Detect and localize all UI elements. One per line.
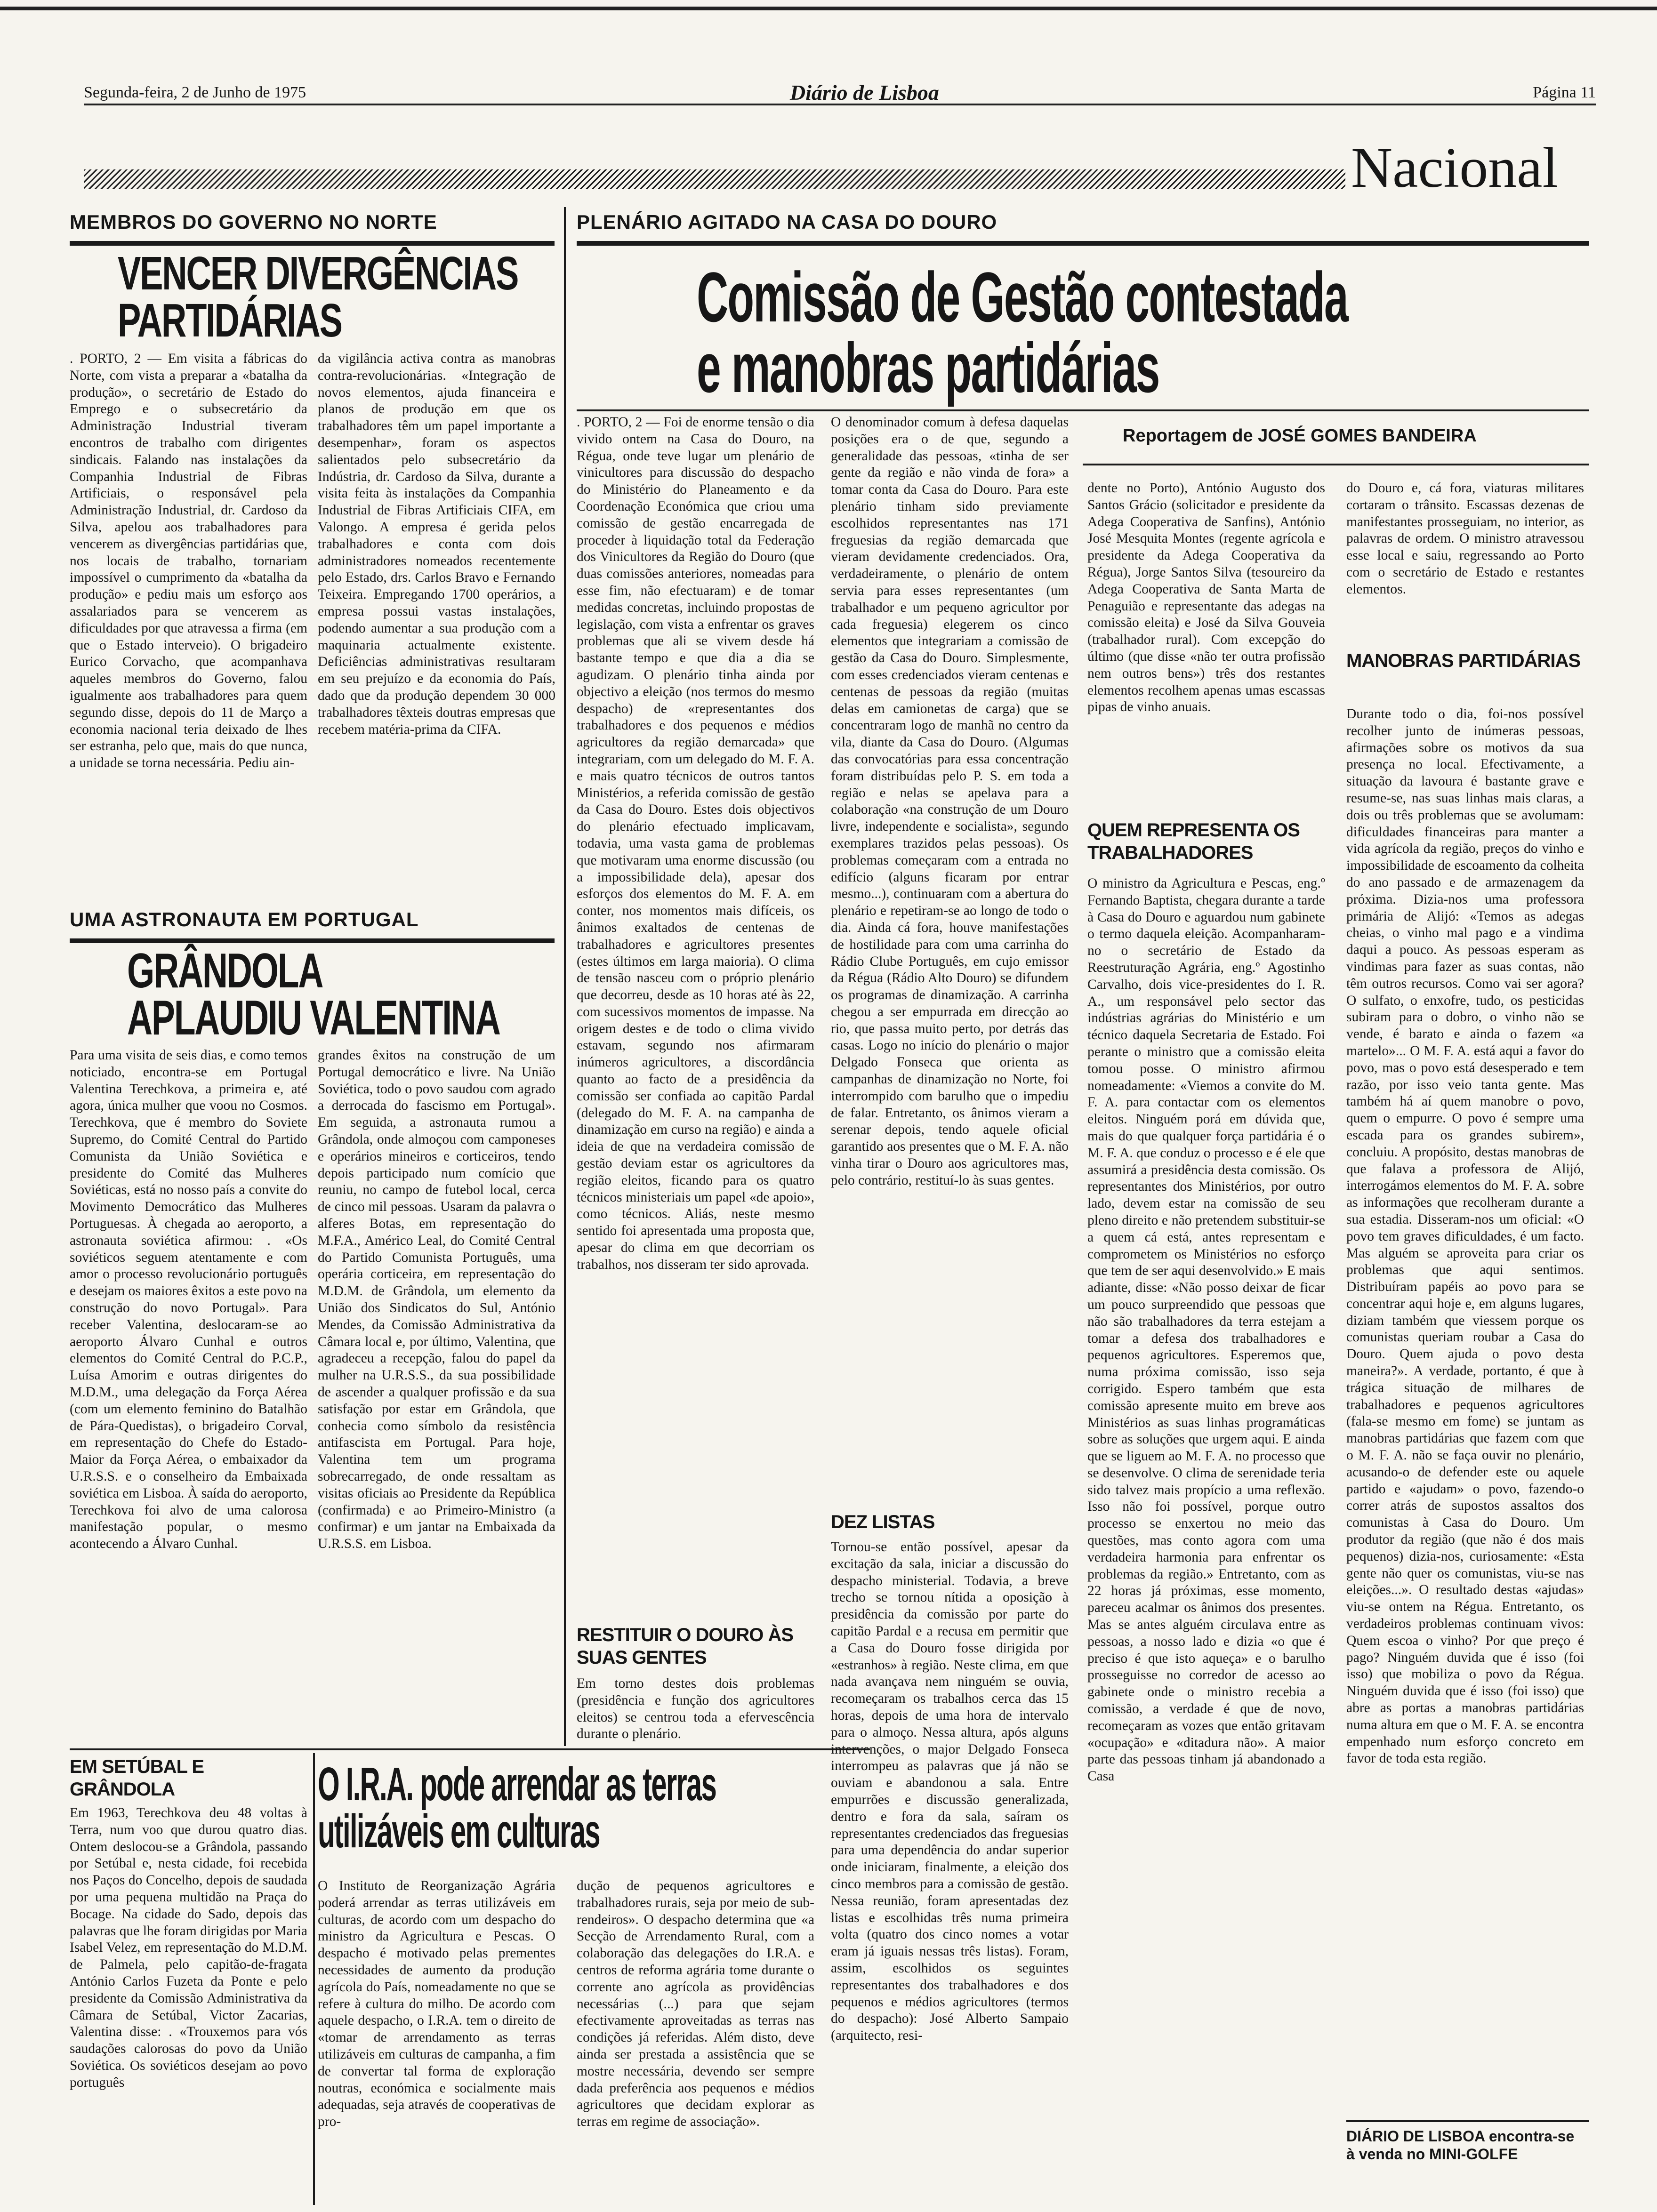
- article3-headline-block: [318, 1760, 817, 1868]
- article4-column-2: [831, 414, 1069, 1506]
- article3-column-2: [577, 1878, 814, 2203]
- article1-headline-line2: PARTIDÁRIAS: [118, 294, 342, 347]
- article1-kicker-rule: [70, 241, 555, 246]
- article2-column-3: [70, 1805, 307, 2200]
- article2-text-3: Em 1963, Terechkova deu 48 voltas à Terra, num voo que durou quatro dias. Ontem deslocou-se a Grândola, passando por Setúbal e, nesta cidade, foi recebida nos Paços do Concelho, depois de saudada por uma pequena multidão na Praça do Bocage. Na cidade do Sado, depois das palavras que lhe foram dirigidas por Maria Isabel Velez, em representação do M.D.M. de Palmela, pelo capitão-de-fragata António Carlos Fuzeta da Ponte e pelo presidente da Comissão Administrativa da Câmara de Setúbal, Victor Zacarias, Valentina disse: . «Trouxemos para vós saudações calorosas do povo da União Soviética. Os soviéticos desejam ao povo português: [70, 1805, 307, 2090]
- article4-kicker-rule: [577, 241, 1589, 246]
- article4-text-2b: Tornou-se então possível, apesar da excitação da sala, iniciar a discussão do despacho ministerial. Todavia, a breve trecho se tornou nítida a oposição à presidência da comissão por parte do capitão Pardal e a recusa em permitir que a Casa do Douro fosse dirigida por «estranhos» à região. Neste clima, em que nada avançava nem ninguém se ouvia, recomeçaram os trabalhos cerca das 15 horas, depois de uma hora de intervalo para o almoço. Nessa altura, após alguns intervenções, o major Delgado Fonseca interrompeu as palavras que já não se ouviam e abandonou a sala. Entre empurrões e discussão generalizada, dentro e fora da sala, saíram os representantes credenciados das freguesias para uma dependência do andar superior onde iniciaram, finalmente, a eleição dos cinco membros para a comissão de gestão. Nessa reunião, foram apresentadas dez listas e escolhidas três numa primeira volta (quatro dos cinco nomes a votar eram já iguais nessas três listas). Foram, assim, escolhidos os seguintes representantes dos trabalhadores e dos pequenos e médios agricultores (termos do despacho): José Alberto Sampaio (arquitecto, resi-: [831, 1539, 1069, 2044]
- divider-bottom-left: [70, 1748, 870, 1750]
- article3-headline-line1: O I.R.A. pode arrendar as terras: [318, 1758, 716, 1811]
- article4-headline-line2: e manobras partidárias: [697, 328, 1159, 407]
- article4-column-3: [1087, 480, 1325, 800]
- article4-text-1: . PORTO, 2 — Foi de enorme tensão o dia vivido ontem na Casa do Douro, na Régua, onde teve lugar um plenário de vinicultores para discussão do despacho do Ministério do Planeamento e da Coordenação Económica que criou uma comissão de gestão encarregada de proceder à liquidação total da Federação dos Vinicultores da Região do Douro (que duas comissões anteriores, nomeadas para esse fim, não efectuaram) e de tomar medidas concretas, incluindo propostas de legislação, com vista a enfrentar os graves problemas que ali se vivem desde há bastante tempo e que dia a dia se agudizam. O plenário tinha ainda por objectivo a eleição (nos termos do mesmo despacho) de «representantes dos trabalhadores e dos pequenos e médios agricultores da região demarcada» que integrariam, com um delegado do M. F. A. e mais quatro técnicos de outros tantos Ministérios, a referida comissão de gestão da Casa do Douro. Estes dois objectivos do plenário efectuado implicavam, todavia, uma vasta gama de problemas que motivaram uma enorme discussão (ou a impossibilidade dela), apesar dos esforços dos elementos do M. F. A. em conter, nos momentos mais difíceis, os ânimos exaltados de centenas de trabalhadores e agricultores presentes (estes últimos em larga maioria). O clima de tensão nasceu com o próprio plenário que decorreu, desde as 10 horas até às 22, com sucessivos momentos de impasse. Na origem destes e de todo o clima vivido estavam, segundo nos afirmaram inúmeros agricultores, a discordância quanto ao facto de a presidência da comissão ser confiada ao capitão Pardal (delegado do M. F. A. na campanha de dinamização em curso na região) e ainda a ideia de que na verdadeira comissão de gestão deviam estar os agricultores da região eleitos, ficando para os quatro técnicos ministeriais um papel «de apoio», como técnicos. Aliás, neste mesmo sentido foi apresentada uma proposta que, apesar do clima em que decorriam os trabalhos, nos disseram ter sido aprovada.: [577, 415, 814, 1272]
- article4-text-2: O denominador comum à defesa daquelas posições era o de que, segundo a generalidade das pessoas, «tinha de ser gente da região e não vinda de fora» a tomar conta da Casa do Douro. Para este plenário tinham sido previamente escolhidos representantes nas 171 freguesias da região demarcada que vieram devidamente credenciados. Ora, verdadeiramente, o plenário de ontem servia para esses representantes (um trabalhador e um pequeno agricultor por cada freguesia) elegerem os cinco elementos que integrariam a comissão de gestão da Casa do Douro. Simplesmente, com esses credenciados vieram centenas e centenas de pessoas da região (muitas delas em camionetas de carga) que se concentraram logo de manhã no centro da vila, diante da Casa do Douro. (Algumas das convocatórias para essa concentração foram distribuídas pelo P. S. em toda a região e nelas se apelava para a colaboração «na construção de um Douro livre, independente e socialista», segundo exemplares trazidos pelas pessoas). Os problemas começaram com a entrada no edifício (alguns ficaram por entrar mesmo...), continuaram com a abertura do plenário e repetiram-se ao longo de todo o dia. Ainda cá fora, houve manifestações de hostilidade para com uma carrinha do Rádio Clube Português, em cujo emissor da Régua (Rádio Alto Douro) se difundem os programas de dinamização. A carrinha chegou a ser empurrada em direcção ao rio, que passa muito perto, por detrás das casas. Logo no início do plenário o major Delgado Fonseca que orienta as campanhas de dinamização no Norte, foi interrompido com barulho que o impediu de falar. Entretanto, os ânimos vieram a serenar depois, tendo aquele oficial garantido aos presentes que o M. F. A. não vinha tirar o Douro aos agricultores mas, pelo contrário, restituí-lo às suas gentes.: [831, 415, 1069, 1188]
- article4-byline: Reportagem de JOSÉ GOMES BANDEIRA: [1123, 426, 1477, 446]
- article3-column-1: [318, 1878, 555, 2203]
- article3-headline-line2: utilizáveis em culturas: [318, 1805, 600, 1858]
- article2-headline-line2: APLAUDIU VALENTINA: [127, 991, 500, 1045]
- article4-column-4b: [1346, 706, 1584, 2118]
- article4-subhead-dez-listas: DEZ LISTAS: [831, 1512, 935, 1532]
- article4-column-2b: [831, 1539, 1069, 2203]
- newspaper-name: Diário de Lisboa: [790, 80, 939, 104]
- article3-text-2: dução de pequenos agricultores e trabalhadores rurais, seja por meio de sub-rendeiros». O despacho determina que «a Secção de Arrendamento Rural, com a colaboração das delegações do I.R.A. e centros de reforma agrária tome durante o corrente ano agrícola as providências necessárias (...) para que sejam efectivamente aproveitadas as terras nas condições já referidas. Além disto, deve ainda ser prestada a assistência que se mostre necessária, devendo ser sempre dada preferência aos pequenos e médios agricultores que decidam explorar as terras em regime de associação».: [577, 1878, 814, 2130]
- article1-kicker: MEMBROS DO GOVERNO NO NORTE: [70, 211, 437, 233]
- column-divider-bottom: [313, 1753, 315, 2205]
- article4-text-4b: Durante todo o dia, foi-nos possível recolher junto de inúmeras pessoas, afirmações sobre os motivos da sua presença no local. Efectivamente, a situação da lavoura é bastante grave e resume-se, nas suas linhas mais claras, a dois ou três problemas que se avolumam: dificuldades financeiras para manter a vida agrícola da região, preços do vinho e impossibilidade de escoamento da colheita do ano passado e de armazenagem da próxima. Dizia-nos uma professora primária de Alijó: «Temos as adegas cheias, o vinho mal pago e a vindima daqui a pouco. As pessoas esperam as vindimas para fazer as suas contas, não têm outros recursos. Como vai ser agora? O sulfato, o enxofre, tudo, os pesticidas subiram para o dobro, o vinho não se vende, é barato e ainda o fazem «a martelo»... O M. F. A. está aqui a favor do povo, mas o povo está desesperado e tem razão, por isso veio tanta gente. Mas também há aí quem manobre o povo, quem o empurre. O povo é sempre uma escada para os grandes subirem», concluiu. A propósito, destas manobras de que falava a professora de Alijó, interrogámos elementos do M. F. A. sobre as informações que recolheram durante a sua estadia. Disseram-nos um oficial: «O povo tem graves dificuldades, é um facto. Mas alguém se aproveita para criar os problemas que aqui sentimos. Distribuíram papéis ao povo para se concentrar aqui hoje e, em alguns lugares, diziam também que viessem porque os comunistas queriam roubar a Casa do Douro. Quem ajuda o povo desta maneira?». A verdade, portanto, é que à trágica situação de milhares de trabalhadores e pequenos agricultores (fala-se mesmo em fome) se juntam as manobras partidárias que fazem com que o M. F. A. não se faça ouvir no plenário, acusando-o de defender este ou aquele partido e «ajudam» o povo, fazendo-o correr atrás de supostos assaltos dos comunistas à Casa do Douro. Um produtor da região (que não é dos mais pequenos) dizia-nos, curiosamente: «Esta gente não quer os comunistas, viu-se nas eleições...». O resultado destas «ajudas» viu-se ontem na Régua. Entretanto, os verdadeiros problemas continuam vivos: Quem escoa o vinho? Por que preço é pago? Ninguém duvida que é isso (foi isso) que mobiliza o povo da Régua. Ninguém duvida que é isso (foi isso) que abre as portas a manobras partidárias numa altura em que o M. F. A. se encontra empenhado num esforço concreto em favor de toda esta região.: [1346, 706, 1584, 1766]
- issue-date: Segunda-feira, 2 de Junho de 1975: [84, 84, 306, 101]
- top-border: [0, 7, 1657, 10]
- article4-column-3b: [1087, 875, 1325, 2203]
- article1-headline-line1: VENCER DIVERGÊNCIAS: [118, 247, 518, 300]
- article4-column-1b: [577, 1675, 814, 1746]
- article2-column-1: [70, 1047, 307, 1730]
- article4-text-3b: O ministro da Agricultura e Pescas, eng.º Fernando Baptista, chegara durante a tarde à Casa do Douro e aguardou num gabinete o termo daquela eleição. Acompanharam-no o secretário de Estado da Reestruturação Agrária, eng.º Agostinho Carvalho, dois vice-presidentes do I. R. A., um responsável pelo sector das indústrias agrárias do Ministério e um técnico daquela Secretaria de Estado. Foi perante o ministro que a comissão eleita tomou posse. O ministro afirmou nomeadamente: «Viemos a convite do M. F. A. para contactar com os elementos eleitos. Ninguém porá em dúvida que, mais do que qualquer força partidária é o M. F. A. que conduz o processo e é ele que assumirá a presidência desta comissão. Os representantes dos Ministérios, por outro lado, devem estar na comissão de seu pleno direito e não pretendem substituir-se a quem cá está, antes representam e comprometem os Ministérios no esforço que tem de ser aqui desenvolvido.» E mais adiante, disse: «Não posso deixar de ficar um pouco surpreendido que pessoas que não são trabalhadores da terra estejam a tomar a defesa dos trabalhadores e pequenos agricultores. Esperemos que, numa próxima comissão, isso seja corrigido. Espero também que esta comissão apresente muito em breve aos Ministérios as suas linhas programáticas sobre as soluções que urgem aqui. E ainda que se liguem ao M. F. A. no processo que se desenvolve. O clima de serenidade teria sido talvez mais propício a uma reflexão. Isso não foi possível, porque outro processo se enxertou no meio das questões, mas conto agora com uma verdadeira harmonia para enfrentar os problemas da região.» Entretanto, com as 22 horas já próximas, esse momento, pareceu acalmar os ânimos dos presentes. Mas se antes alguém circulava entre as pessoas, a nosso lado e dizia «o que é preciso é que isto aqueça» e o barulho prosseguisse no corredor de acesso ao gabinete onde o ministro recebia a comissão, a verdade é que de novo, recomeçaram as vozes que então gritavam «ocupação» e «ditadura não». A maior parte das pessoas tinham já abandonado a Casa: [1087, 876, 1325, 1784]
- article4-headline-line1: Comissão de Gestão contestada: [697, 257, 1348, 337]
- column-divider-left: [564, 207, 566, 1746]
- article1-text-2: da vigilância activa contra as manobras contra-revolucionárias. «Integração de novos elementos, ajuda financeira e planos de produção em que os trabalhadores têm um papel importante a desempenhar», foram os aspectos salientados pelo subsecretário da Indústria, dr. Cardoso da Silva, durante a visita feita às instalações da Companhia Industrial de Fibras Artificiais CIFA, em Valongo. A empresa é gerida pelos trabalhadores e conta com dois administradores nomeados recentemente pelo Estado, drs. Carlos Bravo e Fernando Teixeira. Empregando 1700 operários, a empresa possui vastas instalações, podendo aumentar a sua produção com a maquinaria actualmente existente. Deficiências administrativas resultaram em seu prejuízo e da economia do País, dado que da produção dependem 30 000 trabalhadores têxteis doutras empresas que recebem matéria-prima da CIFA.: [318, 351, 555, 737]
- article2-text-1: Para uma visita de seis dias, e como temos noticiado, encontra-se em Portugal Valentina Terechkova, a primeira e, até agora, única mulher que voou no Cosmos. Terechkova, que é membro do Soviete Supremo, do Comité Central do Partido Comunista da União Soviética e presidente do Comité das Mulheres Soviéticas, está no nosso país a convite do Movimento Democrático das Mulheres Portuguesas. À chegada ao aeroporto, a astronauta soviética afirmou: . «Os soviéticos seguem atentamente e com amor o processo revolucionário português e desejam os maiores êxitos a este povo na construção do novo Portugal». Para receber Valentina, deslocaram-se ao aeroporto Álvaro Cunhal e outros elementos do Comité Central do P.C.P., Luísa Amorim e outras dirigentes do M.D.M., uma delegação da Força Aérea (com um elemento feminino do Batalhão de Pára-Quedistas), o brigadeiro Corval, em representação do Chefe do Estado-Maior da Força Aérea, o embaixador da U.R.S.S. e o conselheiro da Embaixada soviética em Lisboa. À saída do aeroporto, Terechkova foi alvo de uma calorosa manifestação popular, o mesmo acontecendo a Álvaro Cunhal.: [70, 1048, 307, 1552]
- article4-text-4: do Douro e, cá fora, viaturas militares cortaram o trânsito. Escassas dezenas de manifestantes prosseguiam, no interior, as palavras de ordem. O ministro atravessou esse local e saiu, regressando ao Porto com o secretário de Estado e restantes elementos.: [1346, 481, 1584, 597]
- article4-column-4: [1346, 480, 1584, 635]
- article3-text-1: O Instituto de Reorganização Agrária poderá arrendar as terras utilizáveis em culturas, de acordo com um despacho do ministro da Agricultura e Pescas. O despacho é motivado pelas prementes necessidades de aumento da produção agrícola do País, nomeadamente no que se refere à cultura do milho. De acordo com aquele despacho, o I.R.A. tem o direito de «tomar de arrendamento as terras utilizáveis em culturas de campanha, a fim de convertar tal forma de exploração noutras, económica e socialmente mais adequadas, seja através de cooperativas de pro-: [318, 1878, 555, 2130]
- article1-column-2: [318, 351, 555, 892]
- section-hatch-band: [84, 169, 1345, 189]
- note-rule: [1346, 2120, 1589, 2122]
- section-title: Nacional: [1351, 136, 1559, 200]
- sales-note: DIÁRIO DE LISBOA encontra-se à venda no MINI-GOLFE: [1346, 2128, 1575, 2163]
- article4-subhead-manobras: MANOBRAS PARTIDÁRIAS: [1346, 650, 1581, 671]
- article4-column-1: [577, 414, 814, 1619]
- article2-kicker: UMA ASTRONAUTA EM PORTUGAL: [70, 908, 419, 930]
- running-header: [84, 80, 1596, 105]
- article4-byline-rule: [1083, 464, 1589, 465]
- article4-text-3: dente no Porto), António Augusto dos Santos Grácio (solicitador e presidente da Adega Cooperativa de Sanfins), António José Mesquita Montes (regente agrícola e presidente da Adega Cooperativa da Régua), Jorge Santos Silva (tesoureiro da Adega Cooperativa de Santa Marta de Penaguião e representante das adegas na comissão eleita) e José da Silva Gouveia (trabalhador rural). Com excepção do último (que disse «não ter outra profissão nem outros bens») três dos restantes elementos recolhem apenas umas escassas pipas de vinho anuais.: [1087, 481, 1325, 715]
- article4-subhead-quem-representa: QUEM REPRESENTA OS TRABALHADORES: [1087, 820, 1300, 863]
- article1-text-1: . PORTO, 2 — Em visita a fábricas do Norte, com vista a preparar a «batalha da produção», o secretário de Estado do Emprego e o subsecretário da Administração Industrial tiveram encontros de trabalho com dirigentes sindicais. Falando nas instalações da Companhia Industrial de Fibras Artificiais, o responsável pela Administração Industrial, dr. Cardoso da Silva, apelou aos trabalhadores para vencerem as divergências partidárias que, nos locais de trabalho, tornariam impossível o cumprimento da «batalha da produção» e pediu mais um esforço aos assalariados para se vencerem as dificuldades por que atravessa a firma (em que o Estado interveio). O brigadeiro Eurico Corvacho, que acompanhava aqueles membros do Governo, falou igualmente aos trabalhadores para quem segundo disse, depois do 11 de Março a economia nacional teria deixado de lhes ser estranha, pelo que, mais do que nunca, a unidade se torna necessária. Pediu ain-: [70, 351, 307, 771]
- article2-subhead: EM SETÚBAL E GRÂNDOLA: [70, 1756, 204, 1800]
- article4-kicker: PLENÁRIO AGITADO NA CASA DO DOURO: [577, 211, 997, 233]
- article2-text-2: grandes êxitos na construção de um Portugal democrático e livre. Na União Soviética, todo o povo saudou com agrado a derrocada do fascismo em Portugal». Em seguida, a astronauta rumou a Grândola, onde almoçou com camponeses e operários mineiros e corticeiros, tendo depois participado num comício que reuniu, no campo de futebol local, cerca de cinco mil pessoas. Usaram da palavra o alferes Botas, em representação do M.F.A., Américo Leal, do Comité Central do Partido Comunista Português, uma operária corticeira, em representação do M.D.M. de Grândola, um elemento da União dos Sindicatos do Sul, António Mendes, da Comissão Administrativa da Câmara local e, por último, Valentina, que agradeceu a recepção, falou do papel da mulher na U.R.S.S., da sua possibilidade de ascender a qualquer profissão e da sua satisfação por estar em Grândola, que conhecia como símbolo da resistência antifascista em Portugal. Para hoje, Valentina tem um programa sobrecarregado, de onde ressaltam as visitas oficiais ao Presidente da República (confirmada) e ao Primeiro-Ministro (a confirmar) e um jantar na Embaixada da U.R.S.S. em Lisboa.: [318, 1048, 555, 1552]
- article2-column-2: [318, 1047, 555, 1730]
- article2-headline-line1: GRÂNDOLA: [127, 944, 323, 998]
- article1-column-1: [70, 351, 307, 892]
- article4-headline-rule: [577, 409, 1589, 411]
- article4-text-1b: Em torno destes dois problemas (presidência e função dos agricultores eleitos) se centrou toda a efervescência durante o plenário.: [577, 1676, 814, 1742]
- article4-subhead-restituir: RESTITUIR O DOURO ÀS SUAS GENTES: [577, 1625, 794, 1668]
- page-number: Página 11: [1533, 84, 1596, 101]
- article2-kicker-rule: [70, 938, 555, 943]
